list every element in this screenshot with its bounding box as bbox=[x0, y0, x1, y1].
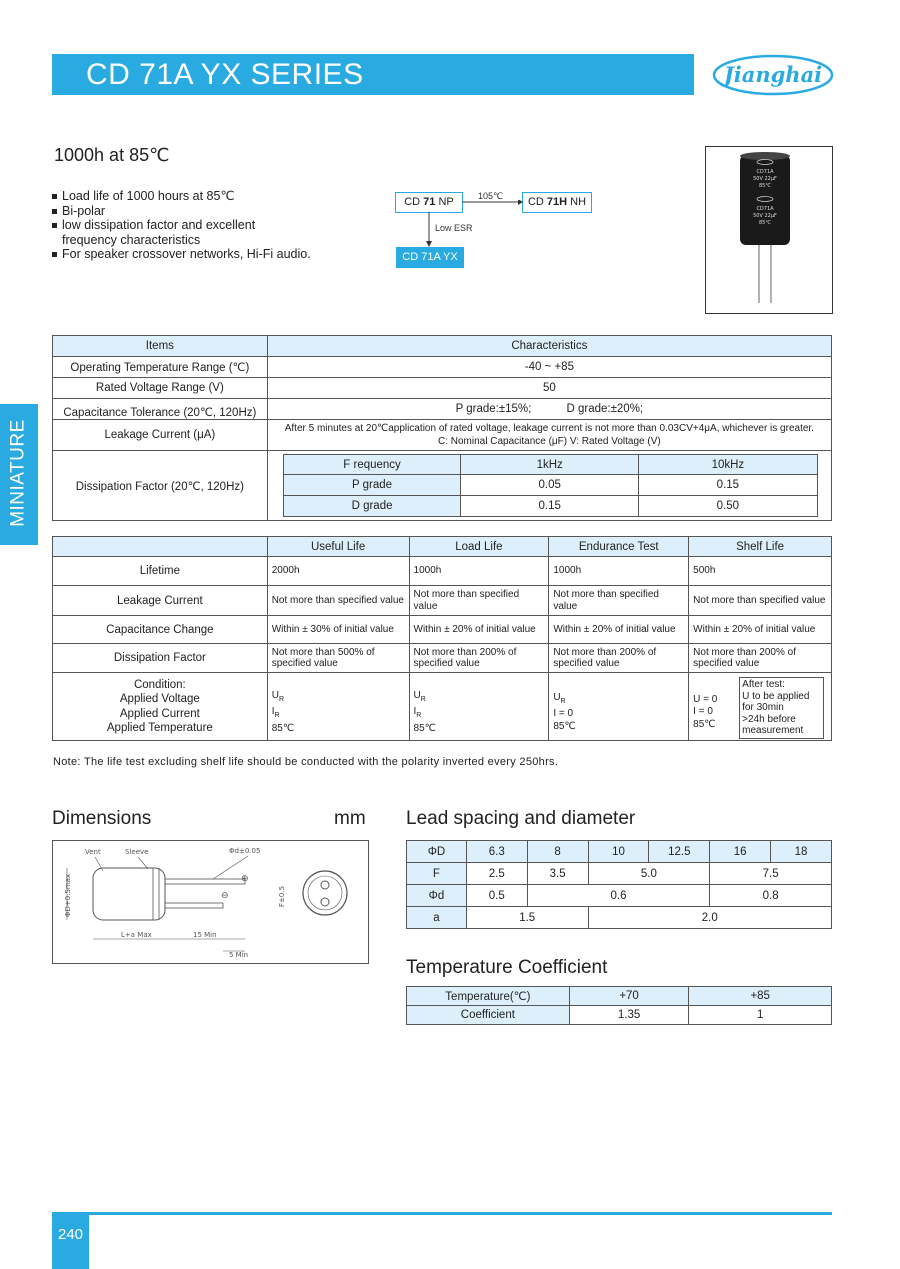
lead-header: 18 bbox=[771, 841, 832, 863]
down-arrow-icon bbox=[424, 211, 434, 249]
life-cell: Not more than 200% of specified value bbox=[689, 644, 832, 673]
feature-item: Load life of 1000 hours at 85℃ bbox=[52, 189, 311, 204]
lead-header: 6.3 bbox=[466, 841, 527, 863]
condition-useful: $U_R$ $I_R$ 85℃ bbox=[267, 673, 409, 741]
dimensions-title: Dimensions bbox=[52, 808, 152, 829]
spec-value-leakage: After 5 minutes at 20℃application of rated voltage, leakage current is not more than 0.03CV+4μA, whichever is greater. C: Nominal Capacitance (μF) V: Rated Voltage (V) bbox=[267, 420, 831, 451]
svg-text:Sleeve: Sleeve bbox=[125, 848, 149, 856]
life-header: Useful Life bbox=[267, 537, 409, 557]
spec-header-items: Items bbox=[53, 336, 268, 357]
life-cell: Not more than specified value bbox=[409, 586, 549, 616]
flow-label-esr: Low ESR bbox=[435, 223, 473, 233]
lead-cell: 2.5 bbox=[466, 863, 527, 885]
lead-row-label: a bbox=[407, 907, 467, 929]
svg-text:5 Min: 5 Min bbox=[229, 951, 249, 959]
lead-header: 10 bbox=[588, 841, 649, 863]
lead-header: 16 bbox=[710, 841, 771, 863]
life-cell: Within ± 20% of initial value bbox=[549, 616, 689, 644]
df-header: 10kHz bbox=[639, 455, 818, 475]
svg-text:85℃: 85℃ bbox=[759, 183, 771, 189]
spec-value: -40 ~ +85 bbox=[267, 357, 831, 378]
svg-text:85℃: 85℃ bbox=[759, 220, 771, 226]
lead-spacing-title: Lead spacing and diameter bbox=[406, 808, 636, 829]
life-test-table bbox=[52, 536, 832, 741]
life-cell: Not more than 500% of specified value bbox=[267, 644, 409, 673]
svg-text:15 Min: 15 Min bbox=[193, 931, 217, 939]
lead-cell: 3.5 bbox=[527, 863, 588, 885]
lead-row-label: F bbox=[407, 863, 467, 885]
lead-cell: 5.0 bbox=[588, 863, 710, 885]
life-row-label: Lifetime bbox=[53, 557, 268, 586]
df-grade: P grade bbox=[283, 475, 461, 496]
life-cell: 1000h bbox=[409, 557, 549, 586]
svg-text:L+a Max: L+a Max bbox=[121, 931, 152, 939]
life-cell: Within ± 20% of initial value bbox=[689, 616, 832, 644]
life-cell: 500h bbox=[689, 557, 832, 586]
life-header: Load Life bbox=[409, 537, 549, 557]
lead-row-label: Φd bbox=[407, 885, 467, 907]
spec-value: 50 bbox=[267, 378, 831, 399]
life-cell: Not more than specified value bbox=[689, 586, 832, 616]
life-cell: 2000h bbox=[267, 557, 409, 586]
feature-list bbox=[52, 189, 311, 262]
life-header: Endurance Test bbox=[549, 537, 689, 557]
page-number: 240 bbox=[57, 1226, 84, 1243]
svg-text:⊖: ⊖ bbox=[221, 891, 229, 901]
flow-box-cd71hnh: CD 71H NH bbox=[522, 192, 592, 213]
temp-cell: 1.35 bbox=[569, 1006, 689, 1025]
feature-item: For speaker crossover networks, Hi-Fi audio. bbox=[52, 247, 311, 262]
footer-line bbox=[52, 1212, 832, 1215]
temp-header: Temperature(℃) bbox=[407, 987, 570, 1006]
temp-header: +70 bbox=[569, 987, 689, 1006]
df-table bbox=[283, 454, 818, 517]
life-cell: 1000h bbox=[549, 557, 689, 586]
lead-header: 12.5 bbox=[649, 841, 710, 863]
condition-endurance: $U_R$ I = 0 85℃ bbox=[549, 673, 689, 741]
life-cell: Within ± 20% of initial value bbox=[409, 616, 549, 644]
svg-text:Vent: Vent bbox=[85, 848, 101, 856]
spec-item: Leakage Current (μA) bbox=[53, 420, 268, 451]
spec-item: Capacitance Tolerance (20℃, 120Hz) bbox=[53, 399, 268, 420]
svg-text:50V 22μF: 50V 22μF bbox=[753, 176, 777, 182]
svg-text:50V 22μF: 50V 22μF bbox=[753, 213, 777, 219]
feature-item: low dissipation factor and excellent bbox=[52, 218, 311, 233]
lead-cell: 0.5 bbox=[466, 885, 527, 907]
life-row-label: Capacitance Change bbox=[53, 616, 268, 644]
feature-item: Bi-polar bbox=[52, 204, 311, 219]
dimension-drawing bbox=[52, 840, 369, 964]
load-life-subtitle: 1000h at 85℃ bbox=[54, 145, 170, 165]
svg-text:Jianghai: Jianghai bbox=[723, 62, 823, 87]
flow-label-temp: 105℃ bbox=[478, 191, 504, 201]
svg-text:CD71A: CD71A bbox=[756, 206, 774, 212]
lead-cell: 1.5 bbox=[466, 907, 588, 929]
flow-box-cd71ayx: CD 71A YX bbox=[396, 247, 464, 268]
svg-text:Φd±0.05: Φd±0.05 bbox=[229, 847, 261, 855]
temp-row-label: Coefficient bbox=[407, 1006, 570, 1025]
lead-spacing-table bbox=[406, 840, 832, 929]
product-photo bbox=[705, 146, 833, 314]
condition-shelf: U = 0 I = 0 85℃ After test: U to be applied for 30min >24h before measurement bbox=[689, 673, 832, 741]
spec-item: Operating Temperature Range (℃) bbox=[53, 357, 268, 378]
condition-label: Condition: Applied Voltage Applied Current Applied Temperature bbox=[53, 673, 268, 741]
spec-value-df bbox=[267, 451, 831, 521]
svg-text:ΦD+0.5max: ΦD+0.5max bbox=[64, 873, 72, 917]
df-value: 0.05 bbox=[461, 475, 639, 496]
temp-header: +85 bbox=[689, 987, 832, 1006]
flow-box-cd71np: CD 71 NP bbox=[395, 192, 463, 213]
lead-header: ΦD bbox=[407, 841, 467, 863]
svg-text:F±0.5: F±0.5 bbox=[278, 885, 286, 907]
life-cell: Within ± 30% of initial value bbox=[267, 616, 409, 644]
temp-cell: 1 bbox=[689, 1006, 832, 1025]
life-cell: Not more than specified value bbox=[549, 586, 689, 616]
lead-cell: 7.5 bbox=[710, 863, 832, 885]
life-header: Shelf Life bbox=[689, 537, 832, 557]
df-value: 0.15 bbox=[461, 496, 639, 517]
life-cell: Not more than 200% of specified value bbox=[409, 644, 549, 673]
lead-cell: 0.6 bbox=[527, 885, 710, 907]
category-label: MINIATURE bbox=[7, 419, 29, 527]
spec-item: Rated Voltage Range (V) bbox=[53, 378, 268, 399]
condition-load: $U_R$ $I_R$ 85℃ bbox=[409, 673, 549, 741]
svg-text:⊕: ⊕ bbox=[241, 874, 249, 884]
df-value: 0.15 bbox=[639, 475, 818, 496]
life-cell: Not more than 200% of specified value bbox=[549, 644, 689, 673]
lead-header: 8 bbox=[527, 841, 588, 863]
df-header: 1kHz bbox=[461, 455, 639, 475]
life-row-label: Dissipation Factor bbox=[53, 644, 268, 673]
temp-coef-title: Temperature Coefficient bbox=[406, 957, 608, 978]
dimensions-unit: mm bbox=[334, 808, 366, 829]
series-title: CD 71A YX SERIES bbox=[86, 58, 364, 91]
svg-text:CD71A: CD71A bbox=[756, 169, 774, 175]
spec-table bbox=[52, 335, 832, 521]
temp-coef-table bbox=[406, 986, 832, 1025]
df-value: 0.50 bbox=[639, 496, 818, 517]
shelf-after-test-box: After test: U to be applied for 30min >24h before measurement bbox=[739, 677, 824, 739]
df-header: F requency bbox=[283, 455, 461, 475]
polarity-note: Note: The life test excluding shelf life should be conducted with the polarity inverted every 250hrs. bbox=[53, 756, 559, 768]
life-header-blank bbox=[53, 537, 268, 557]
jianghai-logo bbox=[712, 54, 834, 96]
feature-item-continued: frequency characteristics bbox=[62, 232, 201, 247]
spec-header-characteristics: Characteristics bbox=[267, 336, 831, 357]
lead-cell: 2.0 bbox=[588, 907, 831, 929]
spec-value: P grade:±15%; D grade:±20%; bbox=[267, 399, 831, 420]
df-grade: D grade bbox=[283, 496, 461, 517]
lead-cell: 0.8 bbox=[710, 885, 832, 907]
life-row-label: Leakage Current bbox=[53, 586, 268, 616]
spec-item: Dissipation Factor (20℃, 120Hz) bbox=[53, 451, 268, 521]
life-cell: Not more than specified value bbox=[267, 586, 409, 616]
